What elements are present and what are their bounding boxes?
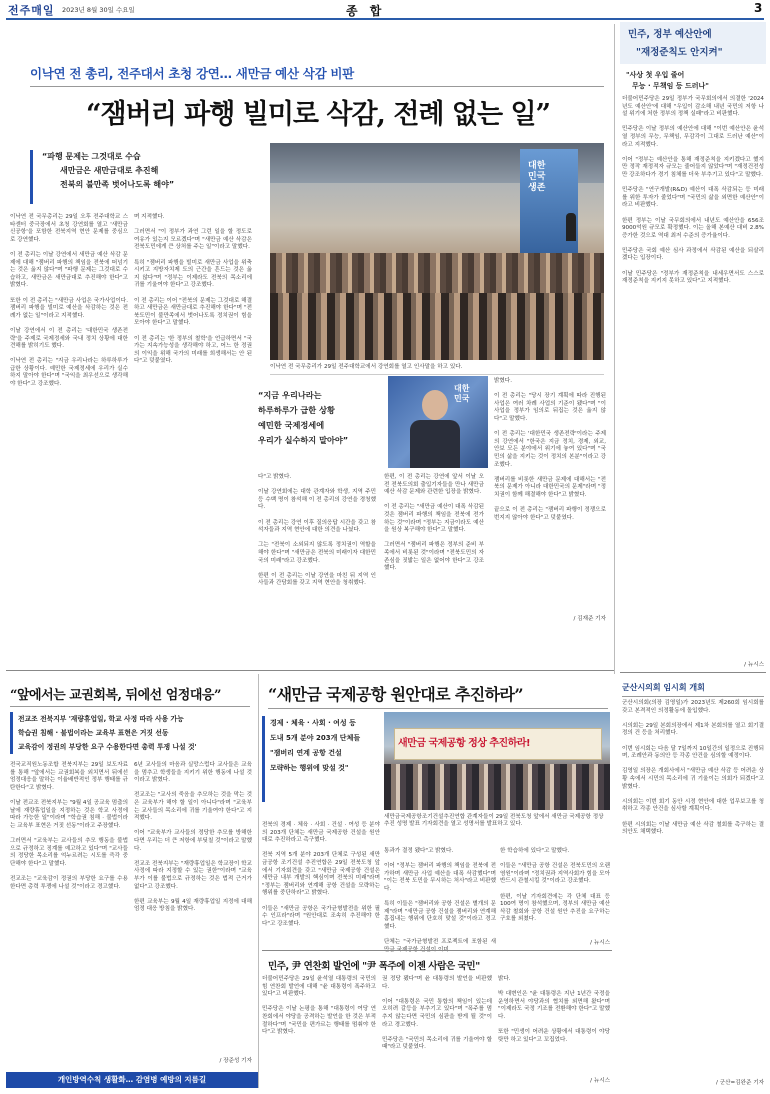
bottom-story-photo (384, 712, 610, 810)
left-story-byline: / 장준성 기자 (219, 1058, 252, 1064)
masthead-date: 2023년 8월 30일 수요일 (62, 6, 135, 14)
sidebar-top-kicker: 민주, 정부 예산안에 (628, 29, 712, 40)
subhead-line-1: “파행 문제는 그것대로 수습 (42, 152, 141, 161)
sidebar-bottom-body: 군산시의회(의장 김영일)가 2023년도 제260회 임시회를 갖고 본격적인 의정활동에 돌입했다. 시의회는 29일 본회의장에서 제1차 본회의를 열고 회기결정의 건 등을 처리했다. 이번 임시회는 다음 달 7일까지 10일간의 일정으로 진행되며, 조례안과 동의안 등 각종 안건을 심의할 예정이다. 김영일 의장은 개회사에서 "새만금 예산 삭감 등 어려운 상황 속에서 시민의 목소리에 귀 기울이는 의회가 되겠다"고 밝혔다. 시의회는 이번 회기 동안 시정 현안에 대한 업무보고를 청취하고 각종 안건을 심사할 계획이다. 한편 시의회는 이날 새만금 예산 삭감 철회를 촉구하는 결의안도 채택했다. (622, 700, 765, 836)
bottom-story-byline: / 뉴시스 (590, 940, 610, 946)
page-number: 3 (754, 1, 763, 15)
left-story-col-2: 6년 교사들의 마음과 실망스럽다 교사들은 교육을 멈추고 학생들을 지키기 위한 행동에 나설 것이라고 밝혔다. 전교조는 "교사의 죽음을 추모하는 것을 막는 것은 교육부가 해야 할 일이 아니다"라며 "교육부는 교사들의 목소리에 귀를 기울여야 한다"고 지적했다. 이어 "교육부가 교사들의 정당한 추모를 방해한다면 우리는 더 큰 저항에 부딪칠 것"이라고 말했다. 전교조 전북지부는 "재량휴업일은 학교장이 학교 사정에 따라 지정할 수 있는 권한"이라며 "교육부가 이를 불법으로 규정하는 것은 법적 근거가 없다"고 강조했다. 한편 교육부는 9월 4일 재량휴업일 지정에 대해 엄정 대응 방침을 밝혔다. (134, 762, 252, 913)
sidebar-top-body: 더불어민주당은 29일 정부가 국무회의에서 의결한 '2024년도 예산안'에 대해 "우입이 감소해 내년 국민의 저항 나설 위기에 처한 정부의 정책 실패"라고 비판했다. 민주당은 이날 정부의 예산안에 대해 "이번 예산안은 윤석열 정부의 무능, 무책임, 무감각이 그대로 드러난 예산"이라고 지적했다. 이어 "정부는 예산안을 통해 재정준칙을 지키겠다고 했지만 정작 재정적자 규모는 줄어들지 않았다"며 "재정건전성만 강조하다가 경기 침체를 더욱 부추기고 있다"고 말했다. 민주당은 "연구개발(R&D) 예산이 대폭 삭감되는 등 미래를 위한 투자가 줄었다"며 "국민의 삶을 외면한 예산안"이라고 비판했다. 한편 정부는 이날 국무회의에서 내년도 예산안을 656조9000억원 규모로 확정했다. 이는 올해 본예산 대비 2.8% 증가한 것으로 역대 최저 수준의 증가율이다. 민주당은 국회 예산 심사 과정에서 삭감된 예산을 되살리겠다는 입장이다. 이날 민주당은 "정부가 재정준칙을 내세우면서도 스스로 재정준칙을 지키지 못하고 있다"고 지적했다. (622, 96, 764, 285)
left-story-headline: “앞에서는 교권회복, 뒤에선 엄정대응” (10, 688, 221, 703)
top-story-col-5: 밝혔다. 이 전 총리는 "당시 장기 계획에 따라 진행된 사업은 여러 차례 사업의 기준이 됐다"며 "이 사업을 정부가 임의로 뒤집는 것은 옳지 않다"고 말했다. 이 전 총리는 '대한민국 생존전략'이라는 주제의 강연에서 "한국은 지금 정치, 경제, 외교, 안보 모든 분야에서 위기에 놓여 있다"며 "국민의 삶을 지키는 것이 정치의 본분"이라고 강조했다. 잼버리를 비롯한 새만금 문제에 대해서는 "전북의 문제가 아니라 대한민국의 문제"라며 "정치권이 함께 해결해야 한다"고 밝혔다. 끝으로 이 전 총리는 "잼버리 파행이 정쟁으로 번지지 않아야 한다"고 덧붙였다. (494, 378, 606, 521)
pull-quote-line-1: “지금 우리나라는 (258, 390, 322, 400)
left-subhead-2: 학습권 침해 · 불법이라는 교육부 표현은 거짓 선동 (18, 729, 169, 737)
masthead-logo: 전주매일 (8, 4, 55, 17)
sidebar-top-sub-2: 무능 · 무책임 등 드러나" (632, 82, 709, 90)
bottom-subhead-2: 도내 5개 분야 203개 단체들 (270, 734, 361, 742)
speaker-inset-photo: 대한 민국 (388, 376, 488, 468)
mini-story-byline: / 뉴시스 (590, 1078, 610, 1084)
top-story-subheads (30, 150, 248, 192)
sidebar-top-sub (626, 70, 766, 92)
mini-story-col-2: 권 정당 됐다"며 윤 대통령의 발언을 비판했다. 이어 "대통령은 국민 통합의 책임이 있는데 오히려 갈등을 부추기고 있다"며 "폭주를 멈추지 않는다면 국민의 심판을 받게 될 것"이라고 경고했다. 민주당은 "국민의 목소리에 귀를 기울여야 할 때"라고 덧붙였다. (382, 976, 492, 1051)
bottom-story-col-3: 한 학습하에 있다"고 말했다. 이들은 "새만금 공항 건설은 전북도민의 오랜 염원"이라며 "정치권과 지역사회가 힘을 모아 반드시 관철시킬 것"이라고 강조했다. 한편, 이날 기자회견에는 각 단체 대표 등 100여 명이 참석했으며, 정부의 새만금 예산 삭감 철회와 공항 건설 원안 추진을 요구하는 구호를 외쳤다. (500, 848, 610, 923)
subhead-line-2: 새만금은 새만금대로 추진해 (60, 166, 159, 175)
sidebar-bottom-kicker: 군산시의회 임시회 개회 (622, 683, 705, 692)
left-subhead-1: 전교조 전북지부 '재량휴업일, 학교 사정 따라 사용 가능 (18, 715, 184, 723)
sidebar-bottom-byline: / 군산=김완준 기자 (716, 1080, 764, 1086)
masthead-rule (6, 18, 764, 20)
left-story-subheads (10, 712, 262, 754)
top-story-pull-quote (258, 388, 380, 448)
pull-quote-line-3: 예민한 국제정세에 (258, 420, 325, 430)
protest-banner-text: 새만금 국제공항 정상 추진하라! (398, 738, 531, 749)
bottom-story-photo-caption: 새만금국제공항조기건설추진연합 관계자들이 29일 전북도청 앞에서 새만금 국제공항 정상 추진 성명 발표 기자회견을 열고 성명서를 발표하고 있다. (384, 814, 604, 827)
bottom-story-col-1: 전북의 경제 · 체육 · 사회 · 건설 · 여성 등 분야의 203개 단체는 새만금 국제공항 건설을 원안대로 추진하라고 촉구했다. 전북 지역 5개 분야 203개 단체로 구성된 새만금공항 조기건설 추진연합은 29일 전북도청 앞에서 기자회견을 갖고 "새만금 국제공항 건설은 새만금 내부 개발의 핵심이며 전북의 미래"라며 "정부는 잼버리와 연계해 공항 건설을 모략하는 행위를 중단하라"고 밝혔다. 이들은 "새만금 공항은 국가균형발전을 위한 필수 인프라"라며 "원안대로 조속히 추진해야 한다"고 강조했다. (262, 822, 380, 927)
top-story-col-2: 며 지적했다. 그러면서 "이 정부가 과연 그런 일을 할 정도로 여유가 있는지 모르겠다"며 "새만금 예산 삭감은 전북도민에게 큰 상처를 주는 일"이라고 말했다. 특히 "잼버리 파행을 빌미로 새만금 사업을 위축시키고 지방자치제 도의 근간을 흔드는 것은 옳지 않다"며 "정부는 이제라도 전북의 목소리에 귀를 기울여야 한다"고 강조했다. 이 전 총리는 이어 "전북의 문제는 그것대로 해결하고 새만금은 새만금대로 추진해야 한다"며 "전북도민이 불만족에서 벗어나도록 정치권이 힘을 모아야 한다"고 말했다. 이 전 총리는 '한 정부의 철학'을 언급하면서 "국가는 지속가능성을 생각해야 하고, 어느 한 정권의 이익을 위해 국가의 미래를 희생해서는 안 된다"고 덧붙였다. (134, 214, 252, 365)
sidebar-top-headline: "재정준칙도 안지켜" (636, 47, 723, 58)
subhead-line-3: 전북의 불만족 벗어나도록 해야” (60, 180, 175, 189)
top-story-headline: “잼버리 파행 빌미로 삭감, 전례 없는 일” (86, 99, 551, 130)
mini-story-headline: 민주, 尹 연찬회 발언에 "尹 폭주에 이젠 사람은 국민" (268, 961, 480, 972)
bottom-subhead-1: 경제 · 체육 · 사회 · 여성 등 (270, 719, 356, 727)
bottom-subhead-3: "잼버리 연계 공항 건설 (270, 749, 342, 757)
sidebar-top-header (620, 22, 766, 64)
top-story-photo-caption: 이낙연 전 국무총리가 29일 전주대학교에서 강연회를 열고 인사말을 하고 있다. (270, 364, 463, 370)
bottom-story-subheads (262, 716, 376, 776)
top-story-col-3: 다"고 밝혔다. 이날 강연회에는 대학 관계자와 학생, 지역 주민 등 수백 명이 참석해 이 전 총리의 강연을 경청했다. 이 전 총리는 강연 이후 질의응답 시간을 갖고 참석자들과 지역 현안에 대한 의견을 나눴다. 그는 "전북이 소외되지 않도록 정치권이 역할을 해야 한다"며 "새만금은 전북의 미래이자 대한민국의 미래"라고 강조했다. 한편 이 전 총리는 이날 강연을 마친 뒤 지역 인사들과 간담회를 갖고 지역 현안을 청취했다. (258, 474, 376, 587)
left-subhead-3: 교육감이 정권의 부당한 요구 수용한다면 총력 투쟁 나설 것' (18, 743, 197, 751)
top-story-col-4: 한편, 이 전 총리는 강연에 앞서 이날 오전 전북도의회 출입기자들을 만나 새만금 예산 삭감 문제와 관련한 입장을 밝혔다. 이 전 총리는 "새만금 예산이 대폭 삭감된 것은 잼버리 파행의 책임을 전북에 전가하는 것"이라며 "정부는 지금이라도 예산을 원상 복구해야 한다"고 말했다. 그러면서 "잼버리 파행은 정부의 준비 부족에서 비롯된 것"이라며 "전북도민의 자존심을 짓밟는 일은 없어야 한다"고 강조했다. (384, 474, 484, 572)
sidebar-top-sub-1: "사상 첫 우입 줄어 (626, 71, 685, 79)
bottom-subhead-4: 모략하는 행위에 맞설 것" (270, 764, 349, 772)
public-health-banner: 개인방역수칙 생활화… 감염병 예방의 지름길 (6, 1072, 258, 1088)
mini-story-col-3: 밝다. 박 대변인은 "윤 대통령은 지난 1년간 국정을 운영하면서 야당과의 협치를 외면해 왔다"며 "이제라도 국정 기조를 전환해야 한다"고 말했다. 또한 "민생이 어려운 상황에서 대통령이 야당 탓만 하고 있다"고 꼬집었다. (498, 976, 610, 1043)
left-story-col-1: 전국교직원노동조합 전북지부는 29일 보도자료를 통해 "앞에서는 교권회복을 외치면서 뒤에선 엄정대응을 말하는 이율배반적인 정부 행태를 규탄한다"고 밝혔다. 이날 전교조 전북지부는 "9월 4일 공교육 멈춤의 날에 재량휴업일을 지정하는 것은 학교 사정에 따라 가능한 일"이라며 "학습권 침해 · 불법이라는 교육부 표현은 거짓 선동"이라고 주장했다. 그러면서 "교육부는 교사들의 추모 행동을 불법으로 규정하고 징계를 예고하고 있다"며 "교사들의 정당한 목소리를 억누르려는 시도를 즉각 중단해야 한다"고 말했다. 전교조는 "교육감이 정권의 부당한 요구를 수용한다면 총력 투쟁에 나설 것"이라고 경고했다. (10, 762, 128, 890)
top-story-byline: / 김재준 기자 (573, 616, 606, 622)
top-story-kicker: 이낙연 전 총리, 전주대서 초청 강연… 새만금 예산 삭감 비판 (30, 66, 354, 81)
pull-quote-line-2: 하루하루가 급한 상황 (258, 405, 335, 415)
pull-quote-line-4: 우리가 실수하지 말아야” (258, 435, 349, 445)
bottom-story-col-2: 통과가 결정 됐다"고 밝혔다. 이어 "정부는 잼버리 파행의 책임을 전북에 전가하며 새만금 사업 예산을 대폭 삭감했다"며 "이는 전북 도민을 무시하는 처사"라고 비판했다. 특히 이들은 "잼버리와 공항 건설은 별개의 문제"라며 "새만금 공항 건설을 잼버리와 연계해 흠집내는 행위에 단호히 맞설 것"이라고 경고했다. 단체는 "국가균형발전 프로젝트에 포함된 새 (384, 848, 496, 946)
mini-story-col-1: 더불어민주당은 29일 윤석열 대통령의 국민의힘 연찬회 발언에 대해 "윤 대통령이 폭주하고 있다"고 비판했다. 민주당은 이날 논평을 통해 "대통령이 여당 연찬회에서 야당을 공격하는 발언을 한 것은 부적절하다"며 "국민을 편가르는 행태를 멈춰야 한다"고 밝혔다. (262, 976, 376, 1036)
top-story-photo: 대한 민국 생존 (270, 143, 604, 360)
sidebar-top-byline: / 뉴시스 (744, 662, 764, 668)
top-story-col-1: 이낙연 전 국무총리는 29일 오후 전주대학교 스타센터 중극장에서 초청 강연회를 열고 '새만금 신공항'을 포함한 전북지역 현안 문제를 중심으로 강연했다. 이 전 총리는 이날 강연에서 새만금 예산 삭감 문제에 대해 "잼버리 파행의 책임을 전북에 떠넘기는 것은 옳지 않다"며 "파행 문제는 그것대로 수습하고, 새만금은 새만금대로 추진해야 한다"고 밝혔다. 또한 이 전 총리는 "새만금 사업은 국가사업이다. 잼버리 파행을 빌미로 예산을 삭감하는 것은 전례가 없는 일"이라고 지적했다. 이날 강연에서 이 전 총리는 '대한민국 생존전략'을 주제로 국제정세와 국내 정치 상황에 대한 견해를 밝히기도 했다. 이낙연 전 총리는 "지금 우리나라는 하루하루가 급한 상황이다. 예민한 국제정세에 우리가 실수하지 말아야 한다"며 "국익을 최우선으로 생각해야 한다"고 강조했다. (10, 214, 128, 388)
bottom-story-headline: “새만금 국제공항 원안대로 추진하라” (268, 685, 523, 704)
masthead-section: 종 합 (346, 4, 386, 18)
